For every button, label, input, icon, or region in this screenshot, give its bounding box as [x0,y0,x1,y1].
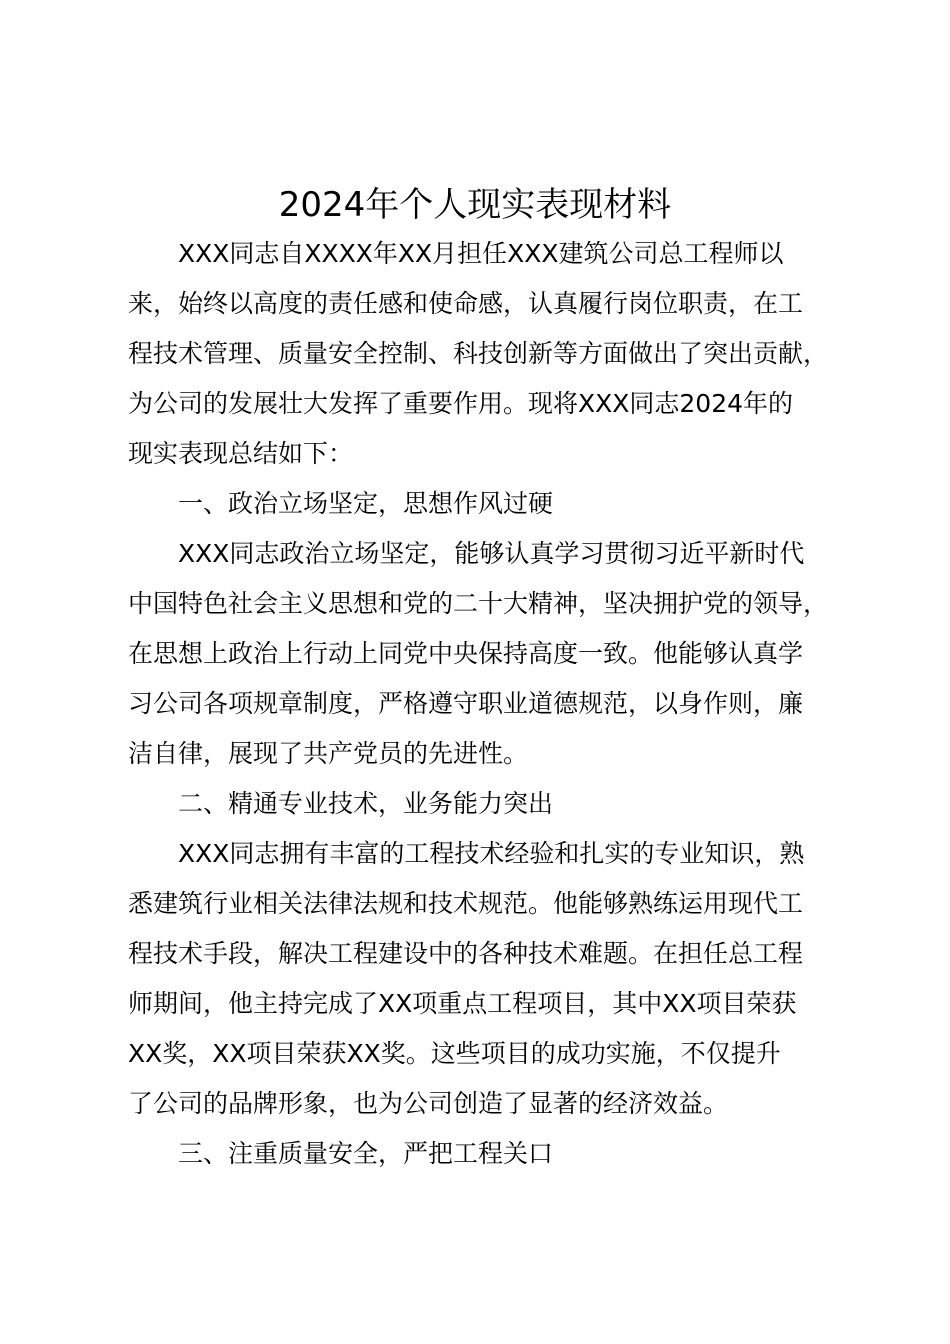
paragraph-line: 中国特色社会主义思想和党的二十大精神，坚决拥护党的领导， [128,589,829,618]
paragraph-line: XXX同志自XXXX年XX月担任XXX建筑公司总工程师以 [178,239,784,268]
section-heading: 三、注重质量安全，严把工程关口 [178,1139,554,1168]
paragraph-line: XXX同志拥有丰富的工程技术经验和扎实的专业知识，熟 [178,839,805,868]
paragraph-line: XX奖，XX项目荣获XX奖。这些项目的成功实施，不仅提升 [128,1039,781,1068]
paragraph-line: XXX同志政治立场坚定，能够认真学习贯彻习近平新时代 [178,539,805,568]
paragraph-line: 洁自律，展现了共产党员的先进性。 [128,739,529,768]
paragraph-line: 了公司的品牌形象，也为公司创造了显著的经济效益。 [128,1089,729,1118]
paragraph-line: 悉建筑行业相关法律法规和技术规范。他能够熟练运用现代工 [128,889,804,918]
paragraph-line: 程技术手段，解决工程建设中的各种技术难题。在担任总工程 [128,939,804,968]
paragraph-line: 程技术管理、质量安全控制、科技创新等方面做出了突出贡献， [128,339,829,368]
page-title: 2024年个人现实表现材料 [278,185,672,225]
paragraph-line: 来，始终以高度的责任感和使命感，认真履行岗位职责，在工 [128,289,804,318]
paragraph-line: 师期间，他主持完成了XX项重点工程项目，其中XX项目荣获 [128,989,797,1018]
paragraph-line: 习公司各项规章制度，严格遵守职业道德规范，以身作则，廉 [128,689,804,718]
paragraph-line: 现实表现总结如下： [128,439,354,468]
paragraph-line: 为公司的发展壮大发挥了重要作用。现将XXX同志2024年的 [128,389,794,418]
section-heading: 二、精通专业技术，业务能力突出 [178,789,554,818]
section-heading: 一、政治立场坚定，思想作风过硬 [178,489,554,518]
paragraph-line: 在思想上政治上行动上同党中央保持高度一致。他能够认真学 [128,639,804,668]
